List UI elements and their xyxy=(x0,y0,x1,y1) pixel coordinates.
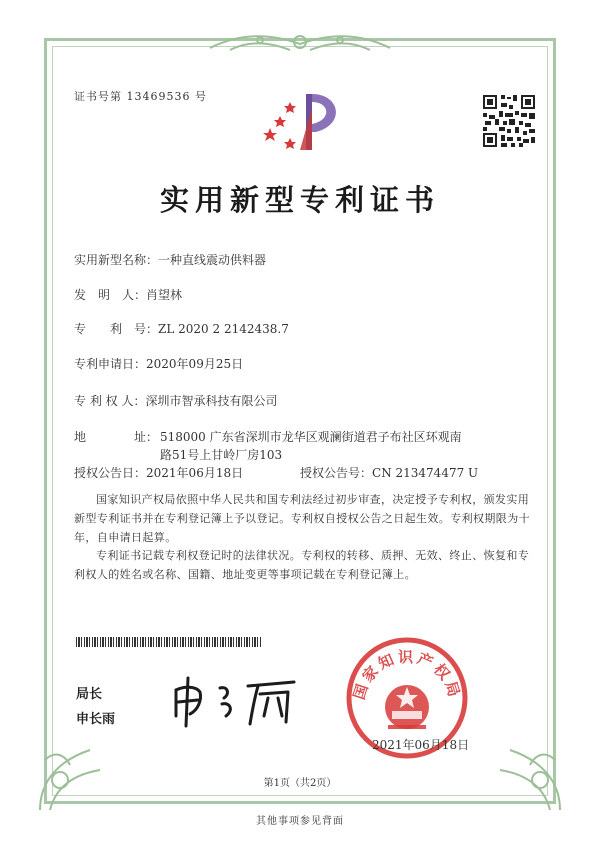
footer-note: 其他事项参见背面 xyxy=(256,816,344,827)
top-ornament-icon xyxy=(200,28,400,60)
filing-date-value: 2020年09月25日 xyxy=(146,357,244,371)
inventor-label: 发 明 人： xyxy=(74,288,147,302)
filing-date-label: 专利申请日： xyxy=(74,357,147,371)
patent-number-value: ZL 2020 2 2142438.7 xyxy=(158,322,289,336)
page-number: 第1页（共2页） xyxy=(263,778,337,789)
grant-number-row xyxy=(300,464,478,481)
patent-number-label: 专 利 号： xyxy=(74,322,159,336)
certificate-number: 证书号第 13469536 号 xyxy=(74,90,207,103)
inventor-value: 肖望林 xyxy=(146,288,183,302)
qr-code-icon xyxy=(481,93,537,149)
patentee-row xyxy=(74,392,277,409)
grant-date-label: 授权公告日： xyxy=(74,466,147,480)
address-label: 地 址： xyxy=(74,430,159,444)
certificate-statement-paragraph-2: 专利证书记载专利权登记时的法律状况。专利权的转移、质押、无效、终止、恢复和专利权人的姓名或名称、国籍、地址变更等事项记载在专利登记簿上。 xyxy=(74,549,530,581)
inventor-row xyxy=(74,286,182,303)
certificate-statement-paragraph-1: 国家知识产权局依照中华人民共和国专利法经过初步审查，决定授予专利权，颁发实用新型专利证书并在专利登记簿上予以登记。专利权自授权公告之日起生效。专利权期限为十年，自申请日起算。 xyxy=(74,493,530,544)
utility-name-row xyxy=(74,251,266,268)
seal-date: 2021年06月18日 xyxy=(372,738,470,752)
patentee-label: 专 利 权 人： xyxy=(74,394,146,408)
svg-text:国家知识产权局: 国家知识产权局 xyxy=(349,648,465,702)
grant-date-value: 2021年06月18日 xyxy=(146,466,244,480)
patentee-value: 深圳市智承科技有限公司 xyxy=(145,394,278,408)
grant-date-row xyxy=(74,464,243,481)
patent-number-row xyxy=(74,320,289,337)
bottom-left-ornament-icon xyxy=(30,720,120,820)
grant-number-value: CN 213474477 U xyxy=(372,466,479,480)
filing-date-row xyxy=(74,355,243,372)
director-title: 局长 xyxy=(76,687,103,702)
utility-name-label: 实用新型名称： xyxy=(74,253,159,267)
address-line-1: 518000 广东省深圳市龙华区观澜街道君子布社区环观南 xyxy=(160,430,462,444)
certificate-title: 实用新型专利证书 xyxy=(159,183,440,217)
director-name: 申长雨 xyxy=(76,712,116,727)
grant-number-label: 授权公告号： xyxy=(300,466,373,480)
barcode-icon xyxy=(76,637,262,647)
address-line-2: 路51号上甘岭厂房103 xyxy=(160,448,283,462)
handwritten-signature-icon xyxy=(168,672,303,730)
patent-office-logo-icon xyxy=(260,88,350,156)
utility-name-value: 一种直线震动供料器 xyxy=(158,253,267,267)
bottom-right-ornament-icon xyxy=(480,720,570,820)
